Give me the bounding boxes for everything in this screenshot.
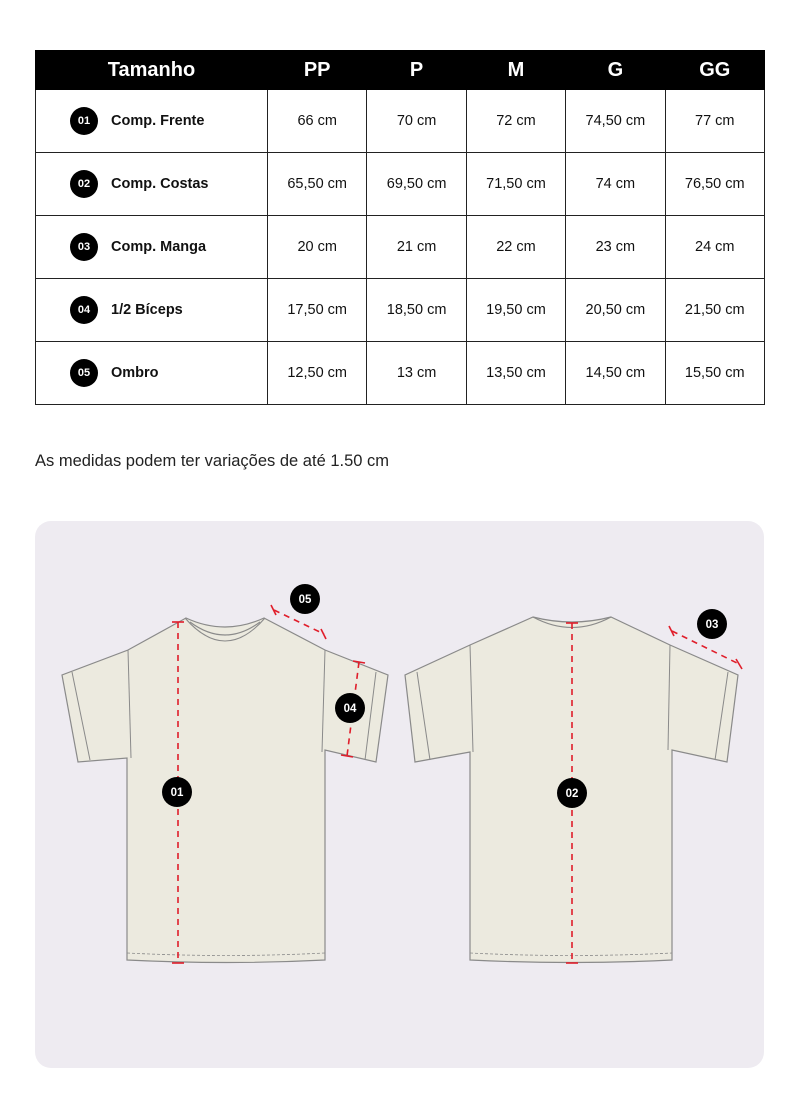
table-cell: 70 cm [367,90,466,153]
table-cell: 65,50 cm [268,153,367,216]
marker-text: 02 [565,788,579,800]
table-cell: 21 cm [367,216,466,279]
header-g: G [566,51,665,90]
measurement-note: As medidas podem ter variações de até 1.50 cm [35,452,390,470]
header-gg: GG [665,51,764,90]
table-cell: 22 cm [466,216,565,279]
table-cell: 74 cm [566,153,665,216]
row-label: Comp. Manga [111,239,207,255]
table-cell: 15,50 cm [665,342,764,405]
number-badge: 03 [70,233,98,261]
number-badge: 05 [70,359,98,387]
table-cell: 18,50 cm [367,279,466,342]
marker-front-length [162,777,192,807]
table-cell: 14,50 cm [566,342,665,405]
number-badge: 02 [70,170,98,198]
number-badge: 01 [70,107,98,135]
marker-text: 03 [705,619,719,631]
marker-shoulder [290,584,320,614]
table-cell: 20,50 cm [566,279,665,342]
table-cell: 72 cm [466,90,565,153]
table-cell: 77 cm [665,90,764,153]
table-cell: 12,50 cm [268,342,367,405]
table-cell: 69,50 cm [367,153,466,216]
table-cell: 74,50 cm [566,90,665,153]
table-cell: 23 cm [566,216,665,279]
row-label: Ombro [111,365,159,381]
table-cell: 24 cm [665,216,764,279]
marker-text: 05 [298,594,312,606]
table-cell: 66 cm [268,90,367,153]
table-cell: 20 cm [268,216,367,279]
number-badge: 04 [70,296,98,324]
front-tshirt [62,618,388,963]
marker-sleeve [697,609,727,639]
marker-back-length [557,778,587,808]
table-cell: 17,50 cm [268,279,367,342]
table-cell: 19,50 cm [466,279,565,342]
table-cell: 76,50 cm [665,153,764,216]
marker-biceps [335,693,365,723]
row-label: Comp. Costas [111,176,209,192]
table-cell: 13,50 cm [466,342,565,405]
measure-cap [736,659,742,669]
row-label: 1/2 Bíceps [111,302,183,318]
table-cell: 71,50 cm [466,153,565,216]
marker-text: 04 [343,703,357,715]
header-p: P [367,51,466,90]
header-m: M [466,51,565,90]
row-label: Comp. Frente [111,113,205,129]
measure-cap [321,629,326,639]
marker-text: 01 [170,787,184,799]
header-pp: PP [268,51,367,90]
front-body [62,618,388,963]
table-cell: 21,50 cm [665,279,764,342]
header-size: Tamanho [36,51,268,90]
table-cell: 13 cm [367,342,466,405]
